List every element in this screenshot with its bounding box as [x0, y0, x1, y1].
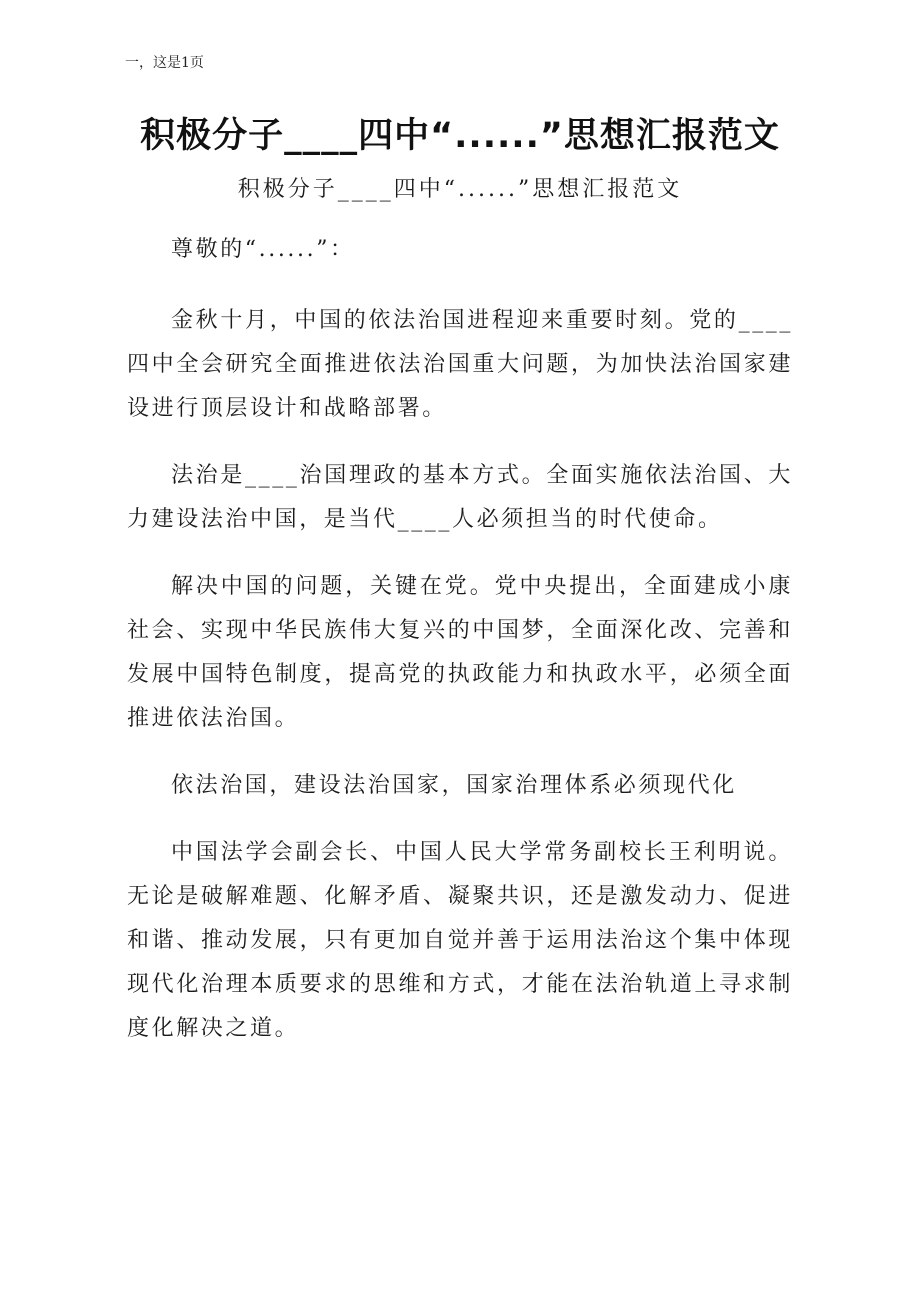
paragraph-3: 解决中国的问题，关键在党。党中央提出，全面建成小康社会、实现中华民族伟大复兴的中国梦，全面深化改、完善和发展中国特色制度，提高党的执政能力和执政水平，必须全面推进依法治国。: [127, 574, 793, 731]
paragraph-1: 金秋十月，中国的依法治国进程迎来重要时刻。党的____四中全会研究全面推进依法治国重大问题，为加快法治国家建设进行顶层设计和战略部署。: [127, 308, 793, 421]
document-subtitle: 积极分子____四中“......”思想汇报范文: [237, 177, 683, 202]
document-title: 积极分子____四中“......”思想汇报范文: [140, 116, 780, 156]
paragraph-2: 法治是____治国理政的基本方式。全面实施依法治国、大力建设法治中国，是当代____人必须担当的时代使命。: [127, 463, 793, 532]
document-body: [127, 228, 793, 1074]
salutation: 尊敬的“......”：: [171, 237, 355, 262]
paragraph-4: 依法治国，建设法治国家，国家治理体系必须现代化: [171, 773, 737, 798]
page-number-label: 一，这是1页: [125, 55, 204, 71]
paragraph-5: 中国法学会副会长、中国人民大学常务副校长王利明说。无论是破解难题、化解矛盾、凝聚共识，还是激发动力、促进和谐、推动发展，只有更加自觉并善于运用法治这个集中体现现代化治理本质要求的思维和方式，才能在法治轨道上寻求制度化解决之道。: [127, 840, 793, 1041]
